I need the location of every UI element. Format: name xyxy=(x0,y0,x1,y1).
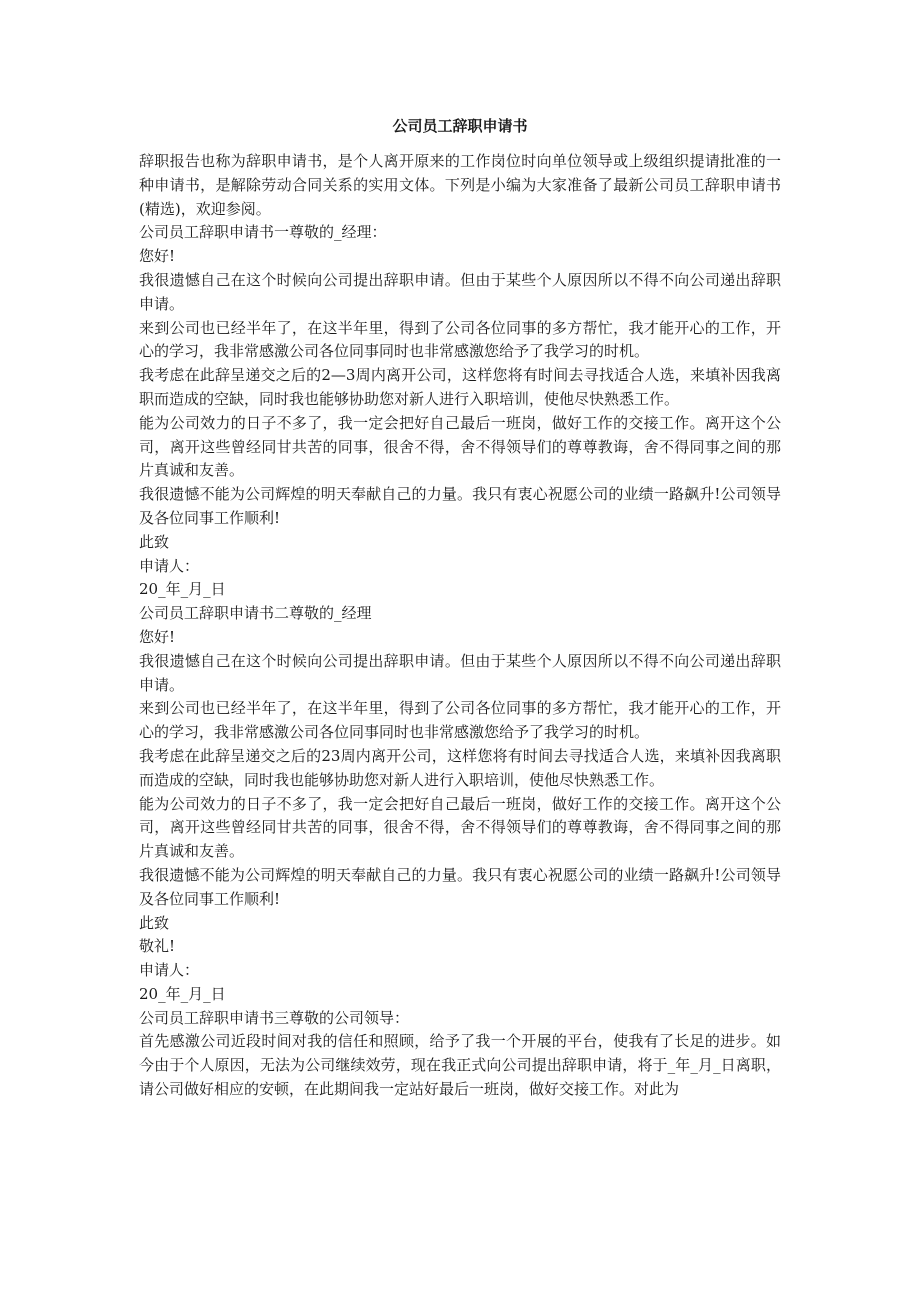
letter-one-date: 20_年_月_日 xyxy=(139,580,226,599)
letter-one-paragraph: 能为公司效力的日子不多了，我一定会把好自己最后一班岗，做好工作的交接工作。离开这个公司，离开这些曾经同甘共苦的同事，很舍不得，舍不得领导们的尊尊教诲，舍不得同事之间的那片真诚和友善。 xyxy=(139,413,781,480)
letter-two-paragraph: 能为公司效力的日子不多了，我一定会把好自己最后一班岗，做好工作的交接工作。离开这个公司，离开这些曾经同甘共苦的同事，很舍不得，舍不得领导们的尊尊教诲，舍不得同事之间的那片真诚和友善。 xyxy=(139,794,781,861)
letter-three-heading: 公司员工辞职申请书三尊敬的公司领导： xyxy=(139,1008,410,1027)
letter-one-closing: 此致 xyxy=(139,532,170,551)
letter-two-heading: 公司员工辞职申请书二尊敬的_经理 xyxy=(139,604,372,623)
letter-one-paragraph: 我考虑在此辞呈递交之后的2—3周内离开公司，这样您将有时间去寻找适合人选，来填补因我离职而造成的空缺，同时我也能够协助您对新人进行入职培训，使他尽快熟悉工作。 xyxy=(139,366,781,408)
letter-one-paragraph: 我很遗憾不能为公司辉煌的明天奉献自己的力量。我只有衷心祝愿公司的业绩一路飙升!公司领导及各位同事工作顺利! xyxy=(139,485,781,527)
letter-two-closing: 此致 xyxy=(139,913,170,932)
document-title: 公司员工辞职申请书 xyxy=(392,117,528,135)
letter-two-paragraph: 来到公司也已经半年了，在这半年里，得到了公司各位同事的多方帮忙，我才能开心的工作，开心的学习，我非常感激公司各位同事同时也非常感激您给予了我学习的时机。 xyxy=(139,699,781,742)
letter-one-heading: 公司员工辞职申请书一尊敬的_经理： xyxy=(139,223,387,242)
document-body xyxy=(139,150,781,1102)
letter-two-paragraph: 我很遗憾不能为公司辉煌的明天奉献自己的力量。我只有衷心祝愿公司的业绩一路飙升!公司领导及各位同事工作顺利! xyxy=(139,865,781,908)
letter-three-paragraph: 首先感激公司近段时间对我的信任和照顾，给予了我一个开展的平台，使我有了长足的进步。如今由于个人原因，无法为公司继续效劳，现在我正式向公司提出辞职申请，将于_年_月_日离职，请公司做好相应的安顿，在此期间我一定站好最后一班岗，做好交接工作。对此为 xyxy=(139,1032,781,1099)
letter-one-greeting: 您好! xyxy=(139,247,176,266)
letter-two-paragraph: 我很遗憾自己在这个时候向公司提出辞职申请。但由于某些个人原因所以不得不向公司递出辞职申请。 xyxy=(139,651,781,694)
letter-one-paragraph: 我很遗憾自己在这个时候向公司提出辞职申请。但由于某些个人原因所以不得不向公司递出辞职申请。 xyxy=(139,270,781,313)
letter-two-paragraph: 我考虑在此辞呈递交之后的23周内离开公司，这样您将有时间去寻找适合人选，来填补因我离职而造成的空缺，同时我也能够协助您对新人进行入职培训，使他尽快熟悉工作。 xyxy=(139,746,781,789)
letter-one-paragraph: 来到公司也已经半年了，在这半年里，得到了公司各位同事的多方帮忙，我才能开心的工作，开心的学习，我非常感激公司各位同事同时也非常感激您给予了我学习的时机。 xyxy=(139,318,781,361)
letter-one-signature: 申请人： xyxy=(139,556,200,575)
intro-paragraph: 辞职报告也称为辞职申请书，是个人离开原来的工作岗位时向单位领导或上级组织提请批准的一种申请书，是解除劳动合同关系的实用文体。下列是小编为大家准备了最新公司员工辞职申请书(精选)，欢迎参阅。 xyxy=(139,152,781,218)
letter-two-greeting: 您好! xyxy=(139,627,176,646)
letter-two-date: 20_年_月_日 xyxy=(139,984,226,1003)
letter-two-signature: 申请人： xyxy=(139,961,200,980)
letter-two-salute: 敬礼! xyxy=(139,937,176,956)
